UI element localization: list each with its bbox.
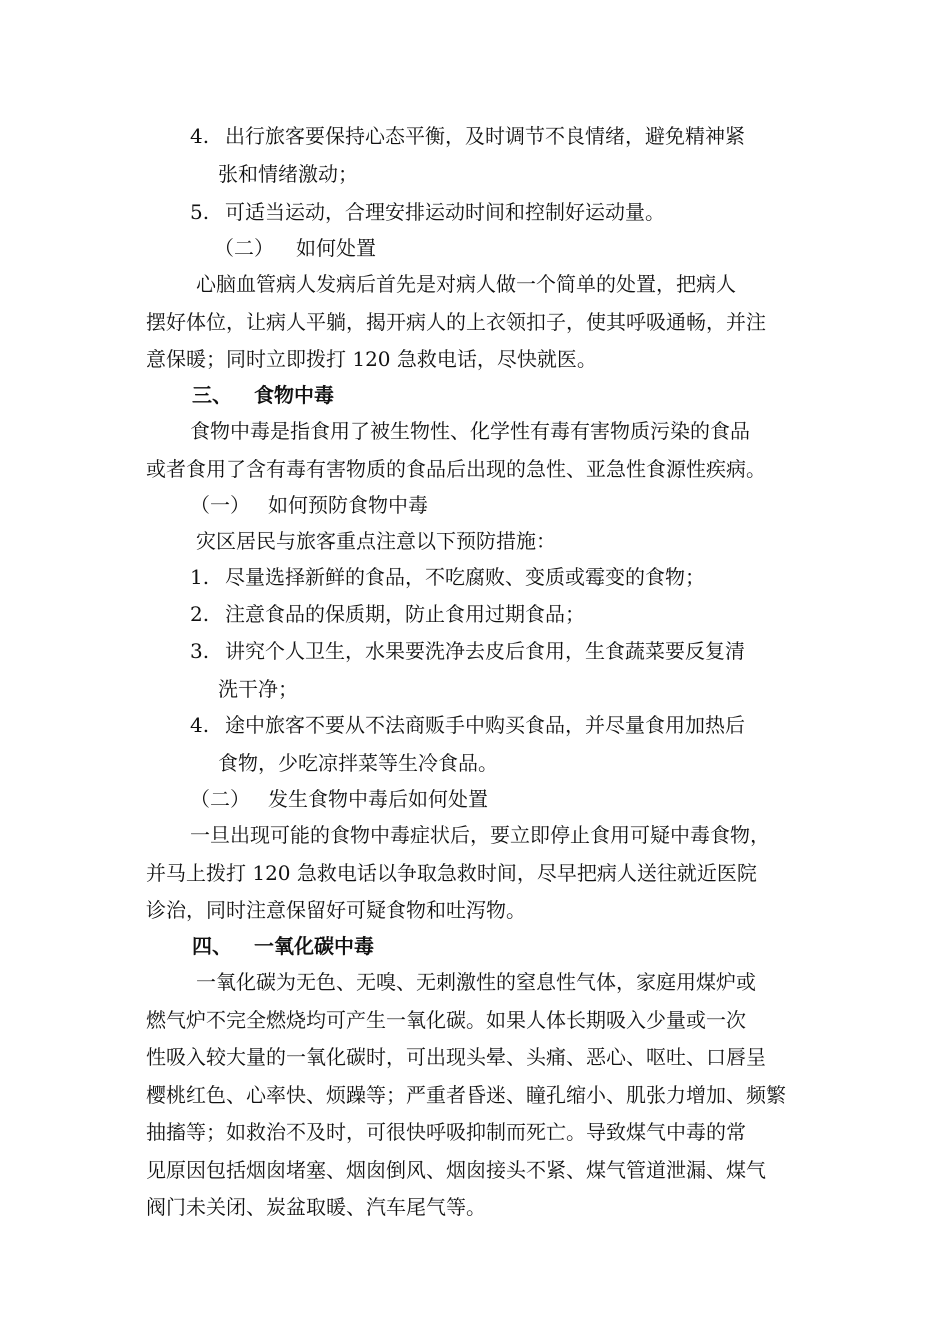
list-item-text: 途中旅客不要从不法商贩手中购买食品，并尽量食用加热后: [225, 713, 745, 737]
list-item: [190, 563, 705, 591]
list-item: [190, 637, 745, 665]
subsection-label: （二）: [190, 787, 250, 811]
paragraph-line: 一旦出现可能的食物中毒症状后，要立即停止食用可疑中毒食物，: [190, 823, 770, 847]
list-item-number: 4.: [190, 713, 210, 737]
list-item-continuation: 张和情绪激动；: [218, 162, 358, 186]
section-title: 一氧化碳中毒: [254, 934, 374, 958]
paragraph-line: 心脑血管病人发病后首先是对病人做一个简单的处置，把病人: [196, 272, 736, 296]
list-item: [190, 122, 745, 150]
paragraph-line: 抽搐等；如救治不及时，可很快呼吸抑制而死亡。导致煤气中毒的常: [146, 1120, 746, 1144]
subsection-title: 发生食物中毒后如何处置: [268, 787, 488, 811]
list-item-text: 出行旅客要保持心态平衡，及时调节不良情绪，避免精神紧: [225, 124, 745, 148]
list-item-text: 注意食品的保质期，防止食用过期食品；: [225, 602, 585, 626]
paragraph-line: 燃气炉不完全燃烧均可产生一氧化碳。如果人体长期吸入少量或一次: [146, 1008, 746, 1032]
paragraph-line: 并马上拨打 120 急救电话以争取急救时间，尽早把病人送往就近医院: [146, 861, 757, 885]
paragraph-line: 摆好体位，让病人平躺，揭开病人的上衣领扣子，使其呼吸通畅，并注: [146, 310, 766, 334]
list-item-number: 5.: [190, 200, 210, 224]
section-heading: [192, 932, 374, 960]
paragraph-line: 一氧化碳为无色、无嗅、无刺激性的窒息性气体，家庭用煤炉或: [196, 970, 756, 994]
paragraph-line: 灾区居民与旅客重点注意以下预防措施：: [196, 529, 556, 553]
paragraph-line: 阀门未关闭、炭盆取暖、汽车尾气等。: [146, 1195, 486, 1219]
section-number: 四、: [192, 934, 232, 958]
subsection-title: 如何预防食物中毒: [268, 493, 428, 517]
list-item-number: 3.: [190, 639, 210, 663]
paragraph-line: 或者食用了含有毒有害物质的食品后出现的急性、亚急性食源性疾病。: [146, 457, 766, 481]
subsection-label: （一）: [190, 493, 250, 517]
paragraph-line: 诊治，同时注意保留好可疑食物和吐泻物。: [146, 898, 526, 922]
list-item: [190, 198, 665, 226]
paragraph-line: 见原因包括烟囱堵塞、烟囱倒风、烟囱接头不紧、煤气管道泄漏、煤气: [146, 1158, 766, 1182]
subsection-heading: [190, 491, 428, 519]
section-heading: [192, 381, 334, 409]
list-item-text: 尽量选择新鲜的食品，不吃腐败、变质或霉变的食物；: [225, 565, 705, 589]
list-item-text: 可适当运动，合理安排运动时间和控制好运动量。: [225, 200, 665, 224]
list-item-text: 讲究个人卫生，水果要洗净去皮后食用，生食蔬菜要反复清: [225, 639, 745, 663]
section-title: 食物中毒: [254, 383, 334, 407]
paragraph-line: 樱桃红色、心率快、烦躁等；严重者昏迷、瞳孔缩小、肌张力增加、频繁: [146, 1083, 786, 1107]
section-number: 三、: [192, 383, 232, 407]
subsection-heading: [214, 234, 376, 262]
list-item-number: 2.: [190, 602, 210, 626]
subsection-label: （二）: [214, 236, 274, 260]
subsection-title: 如何处置: [296, 236, 376, 260]
list-item: [190, 600, 585, 628]
list-item: [190, 711, 745, 739]
paragraph-line: 食物中毒是指食用了被生物性、化学性有毒有害物质污染的食品: [190, 419, 750, 443]
subsection-heading: [190, 785, 488, 813]
paragraph-line: 意保暖；同时立即拨打 120 急救电话，尽快就医。: [146, 347, 597, 371]
list-item-continuation: 食物，少吃凉拌菜等生冷食品。: [218, 751, 498, 775]
list-item-number: 4.: [190, 124, 210, 148]
list-item-number: 1.: [190, 565, 210, 589]
list-item-continuation: 洗干净；: [218, 677, 298, 701]
paragraph-line: 性吸入较大量的一氧化碳时，可出现头晕、头痛、恶心、呕吐、口唇呈: [146, 1045, 766, 1069]
